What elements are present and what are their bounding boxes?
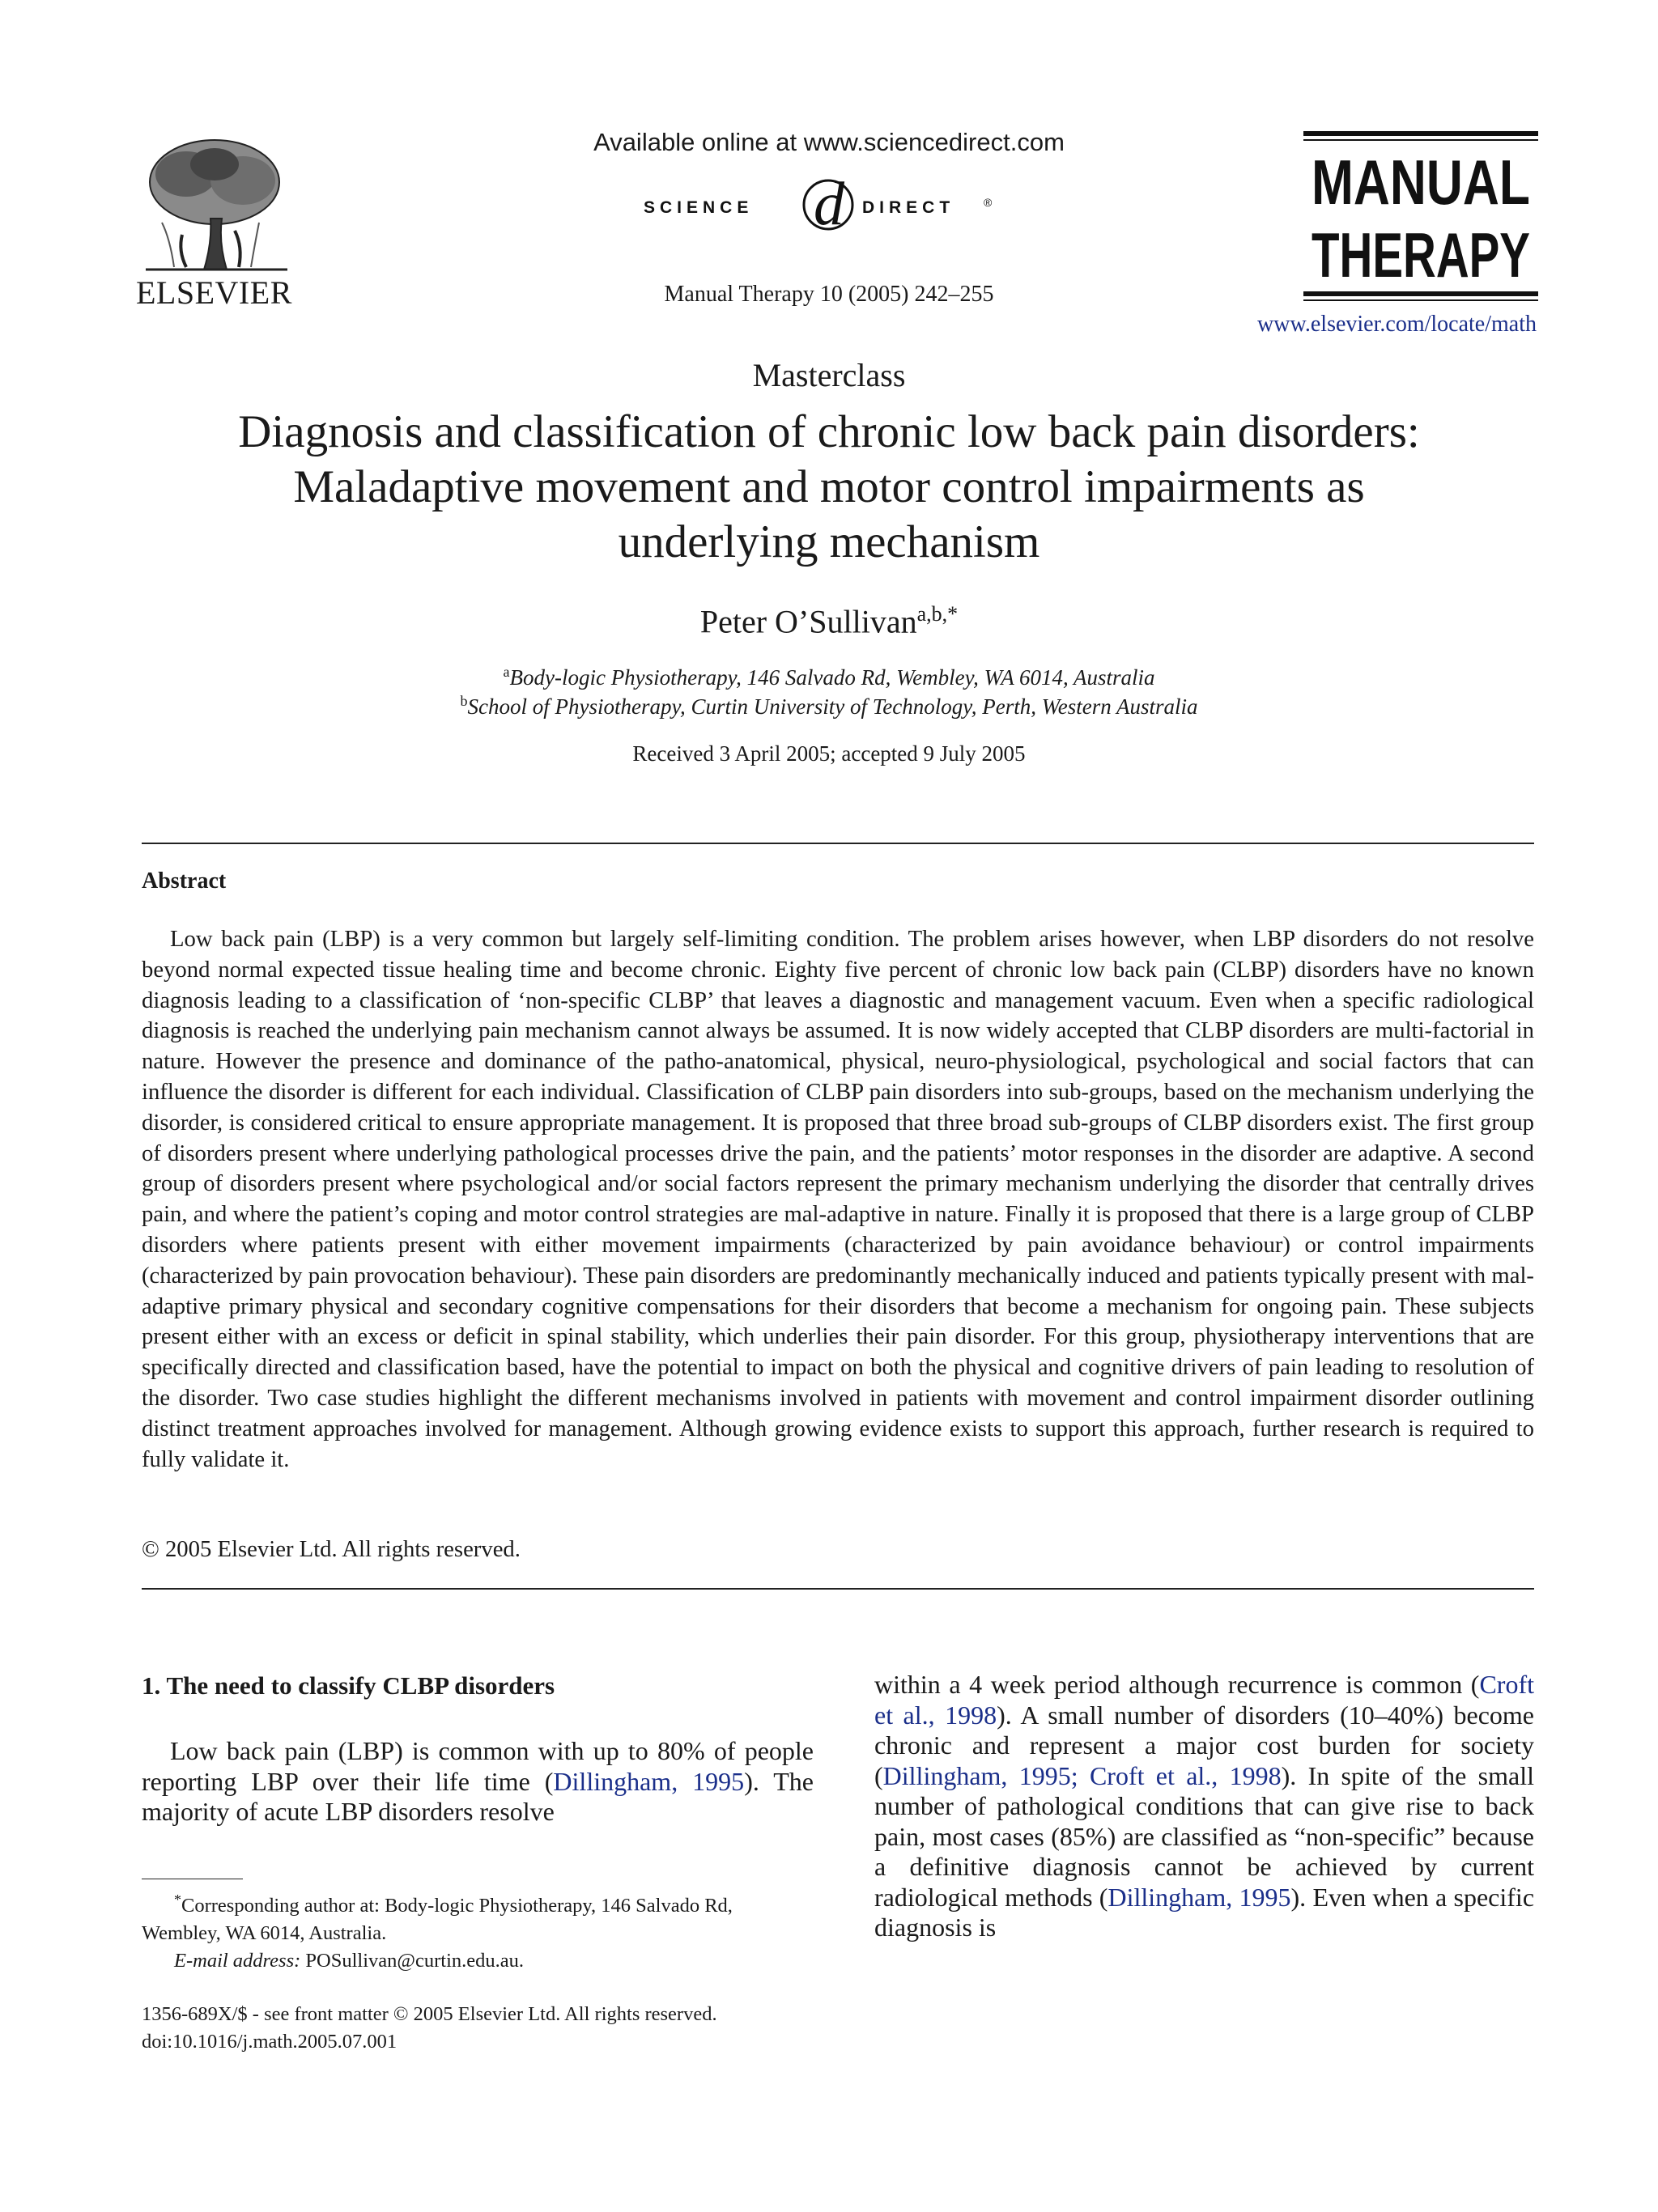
mt-logo-manual: MANUAL: [1312, 146, 1530, 218]
affiliation-a-text: Body-logic Physiotherapy, 146 Salvado Rd, Wembley, WA 6014, Australia: [509, 665, 1155, 690]
right-text-4: ). Even when a specific diagnosis is: [874, 1882, 1535, 1942]
article-section-label: Masterclass: [752, 357, 906, 393]
right-text-3: ). In spite of the small number of pathological conditions that can give rise to back pain, most cases (85%) are classified as “non-specific” because a definitive diagnosis cannot be achieved by current radiological methods (: [874, 1760, 1534, 1912]
footnote-text-block: [142, 1886, 814, 1947]
author-name: Peter O’Sullivan: [699, 603, 917, 640]
author-line: [0, 602, 1658, 640]
email-label: E-mail address:: [174, 1950, 301, 1972]
corresponding-author-footnote: [142, 1886, 814, 1975]
article-title: [146, 405, 1512, 570]
abstract-body: Low back pain (LBP) is a very common but largely self-limiting condition. The problem arises however, when LBP disorders do not resolve beyond normal expected tissue healing time and become chronic. Eighty five percent of chronic low back pain (CLBP) disorders have no known diagnosis leading to a classification of ‘non-specific CLBP’ that leaves a diagnostic and management vacuum. Even when a specific radiological diagnosis is reached the underlying pain mechanism cannot always be assumed. It is now widely accepted that CLBP disorders are multi-factorial in nature. However the presence and dominance of the patho-anatomical, physical, neuro-physiological, psychological and social factors that can influence the disorder is different for each individual. Classification of CLBP pain disorders into sub-groups, based on the mechanism underlying the disorder, is considered critical to ensure appropriate management. It is proposed that three broad sub-groups of CLBP disorders exist. The first group of disorders present where underlying pathological processes drive the pain, and the patients’ motor responses in the disorder are adaptive. A second group of disorders present where psychological and/or social factors represent the primary mechanism underlying the disorder that centrally drives pain, and where the patient’s coping and motor control strategies are mal-adaptive in nature. Finally it is proposed that there is a large group of CLBP disorders where patients present with either movement impairments (characterized by pain avoidance behaviour) or control impairments (characterized by pain provocation behaviour). These pain disorders are predominantly mechanically induced and patients typically present with mal-adaptive primary physical and secondary cognitive compensations for their disorders that become a mechanism for ongoing pain. These subjects present either with an excess or deficit in spinal stability, which underlies their pain disorder. For this group, physiotherapy interventions that are specifically directed and classification based, have the potential to impact on both the physical and cognitive drivers of pain leading to resolution of the disorder. Two case studies highlight the different mechanisms involved in patients with movement and control impairment disorder outlining distinct treatment approaches involved for management. Although growing evidence exists to support this approach, further research is required to fully validate it.: [142, 926, 1534, 1472]
right-column-text: [874, 1670, 1534, 1943]
section-1-heading: 1. The need to classify CLBP disorders: [142, 1671, 555, 1700]
footnote-mark: *: [174, 1891, 181, 1908]
journal-citation: Manual Therapy 10 (2005) 242–255: [664, 282, 994, 307]
affiliation-b-text: School of Physiotherapy, Curtin University of Technology, Perth, Western Australia: [467, 694, 1198, 719]
email-line: [142, 1947, 814, 1975]
left-text-2: ). The majority of acute LBP disorders resolve: [142, 1766, 814, 1826]
abstract-bottom-rule: [142, 1588, 1534, 1590]
abstract-top-rule: [142, 843, 1534, 844]
manual-therapy-journal-logo: [1303, 131, 1538, 305]
issn-line: 1356-689X/$ - see front matter © 2005 Elsevier Ltd. All rights reserved.: [142, 2003, 717, 2025]
affiliation-a-mark: a: [503, 664, 510, 680]
author-affiliation-marks[interactable]: a,b,*: [916, 602, 959, 626]
abstract-copyright: © 2005 Elsevier Ltd. All rights reserved.: [142, 1536, 521, 1562]
left-column-text: [142, 1736, 814, 1828]
author-email-link[interactable]: POSullivan@curtin.edu.au.: [305, 1950, 524, 1972]
title-line-3: underlying mechanism: [618, 516, 1040, 567]
affiliation-b: [0, 693, 1658, 720]
title-line-1: Diagnosis and classification of chronic low back pain disorders:: [238, 406, 1420, 457]
received-dates: Received 3 April 2005; accepted 9 July 2005: [632, 741, 1026, 766]
journal-homepage-link[interactable]: www.elsevier.com/locate/math: [1257, 312, 1537, 337]
right-text-1: within a 4 week period although recurrence is common (: [874, 1670, 1480, 1699]
abstract-heading: Abstract: [142, 868, 227, 894]
citation-link[interactable]: Croft et al., 1998: [874, 1670, 1534, 1730]
doi-line[interactable]: doi:10.1016/j.math.2005.07.001: [142, 2031, 397, 2053]
citation-link[interactable]: Dillingham, 1995: [553, 1766, 745, 1796]
left-text-1: Low back pain (LBP) is common with up to 80% of people reporting LBP over their life time (: [142, 1736, 814, 1796]
sd-logo-direct: DIRECT: [862, 198, 955, 217]
right-text-2: ). A small number of disorders (10–40%) become chronic and represent a major cost burden for society (: [874, 1700, 1535, 1790]
footnote-text: Corresponding author at: Body-logic Physiotherapy, 146 Salvado Rd, Wembley, WA 6014, Australia.: [142, 1895, 733, 1945]
citation-link[interactable]: Dillingham, 1995: [1107, 1882, 1291, 1912]
title-line-2: Maladaptive movement and motor control impairments as: [293, 461, 1365, 512]
citation-link[interactable]: Dillingham, 1995; Croft et al., 1998: [882, 1760, 1282, 1790]
sd-logo-registered: ®: [984, 196, 993, 209]
mt-logo-therapy: THERAPY: [1312, 219, 1530, 291]
affiliation-b-mark: b: [460, 693, 468, 709]
affiliation-a: [0, 664, 1658, 690]
sd-logo-science: SCIENCE: [644, 198, 754, 217]
publisher-wordmark: ELSEVIER: [136, 274, 292, 311]
sciencedirect-logo: [644, 170, 1024, 239]
front-matter-info: [142, 2001, 717, 2056]
available-online-text: Available online at www.sciencedirect.com: [593, 128, 1065, 156]
sd-logo-at-mark: d: [814, 170, 844, 238]
